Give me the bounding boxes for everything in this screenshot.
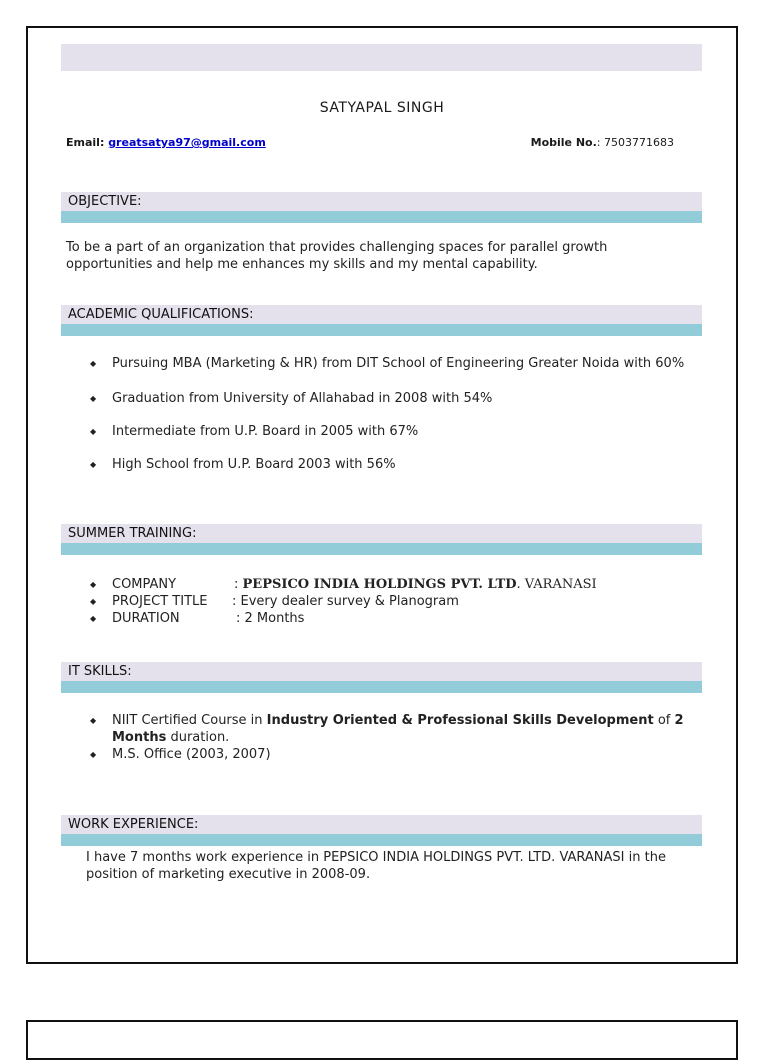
company-label: COMPANY — [112, 577, 177, 592]
objective-heading: OBJECTIVE: — [61, 192, 702, 211]
section-bar — [61, 324, 702, 336]
mobile-number: 7503771683 — [604, 136, 674, 149]
project-value: : Every dealer survey & Planogram — [232, 594, 459, 609]
list-item: ◆ NIIT Certified Course in Industry Oriented & Professional Skills Development of 2 Months duration. — [86, 712, 696, 746]
work-heading: WORK EXPERIENCE: — [61, 815, 702, 834]
next-page-edge — [26, 1020, 738, 1060]
it-skills-list — [86, 712, 696, 763]
it-skills-section — [61, 662, 702, 693]
list-item: ◆ M.S. Office (2003, 2007) — [86, 746, 696, 763]
work-section — [61, 815, 702, 846]
objective-text: To be a part of an organization that provides challenging spaces for parallel growth opportunities and help me enhances my skills and my mental capability. — [66, 240, 608, 272]
academic-section — [61, 305, 702, 336]
objective-section — [61, 192, 702, 223]
list-item: ◆ High School from U.P. Board 2003 with 56% — [86, 456, 696, 473]
list-item: ◆ COMPANY : PEPSICO INDIA HOLDINGS PVT. LTD. VARANASI — [86, 576, 696, 593]
training-list — [86, 576, 696, 627]
mobile-block: Mobile No.: 7503771683 — [530, 136, 674, 149]
project-label: PROJECT TITLE — [112, 594, 208, 609]
contact-row — [66, 136, 674, 149]
it-skills-heading: IT SKILLS: — [61, 662, 702, 681]
list-item — [86, 593, 696, 610]
work-text: I have 7 months work experience in PEPSICO INDIA HOLDINGS PVT. LTD. VARANASI in the position of marketing executive in 2008-09. — [86, 850, 666, 882]
email-link[interactable]: greatsatya97@gmail.com — [108, 136, 266, 149]
section-bar — [61, 211, 702, 223]
academic-heading: ACADEMIC QUALIFICATIONS: — [61, 305, 702, 324]
email-label: Email — [66, 136, 100, 149]
duration-label: DURATION — [112, 611, 180, 626]
list-item: ◆ Intermediate from U.P. Board in 2005 with 67% — [86, 423, 696, 440]
training-heading: SUMMER TRAINING: — [61, 524, 702, 543]
section-bar — [61, 543, 702, 555]
mobile-label: Mobile No. — [530, 136, 597, 149]
academic-list — [86, 355, 696, 473]
resume-page — [26, 26, 738, 964]
section-bar — [61, 681, 702, 693]
candidate-name: SATYAPAL SINGH — [319, 100, 445, 116]
list-item: ◆ Graduation from University of Allahabad in 2008 with 54% — [86, 390, 696, 407]
company-name: PEPSICO INDIA HOLDINGS PVT. LTD — [242, 577, 517, 592]
section-bar — [61, 834, 702, 846]
company-location: . VARANASI — [516, 577, 597, 592]
top-band — [61, 44, 702, 71]
email-block: Email: greatsatya97@gmail.com — [66, 136, 266, 149]
list-item: ◆ Pursuing MBA (Marketing & HR) from DIT School of Engineering Greater Noida with 60% — [86, 355, 696, 372]
duration-value: : 2 Months — [236, 611, 305, 626]
list-item — [86, 610, 696, 627]
training-section — [61, 524, 702, 555]
